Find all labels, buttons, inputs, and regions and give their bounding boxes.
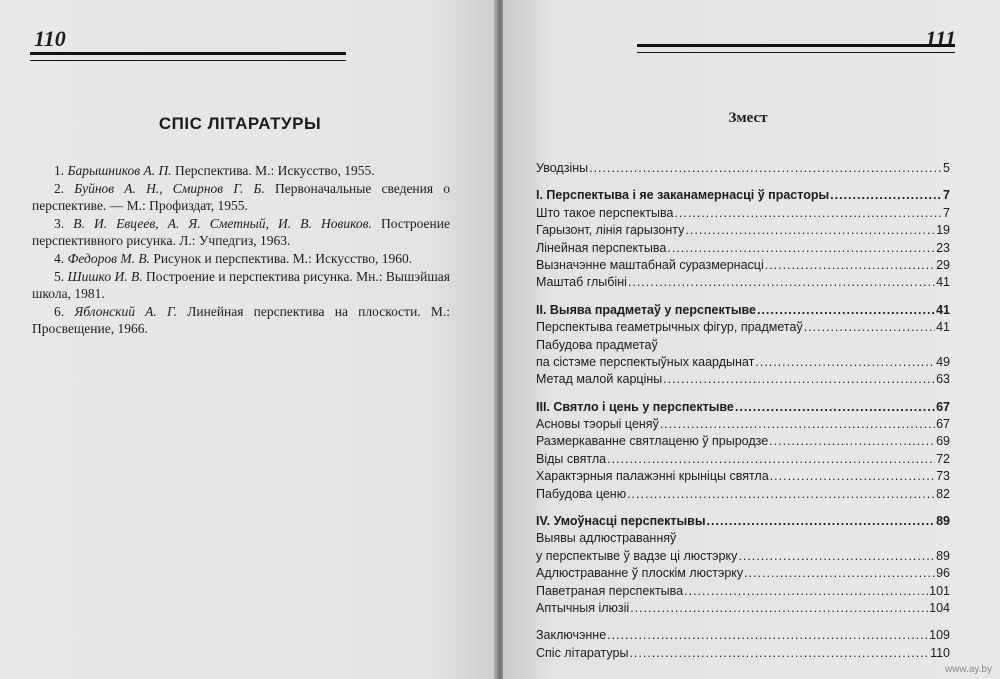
toc-leader-dots [755,354,935,371]
toc-title: Выявы адлюстраванняў [536,531,677,546]
entry-authors: Яблонский А. Г. [74,303,178,319]
toc-row [536,583,950,600]
toc-leader-dots [804,319,935,336]
toc-leader-dots [770,468,935,485]
entry-authors: Шишко И. В. [67,268,143,284]
toc-page-number: 69 [936,434,950,449]
toc-leader-dots [685,222,935,239]
toc-leader-dots [769,433,935,450]
toc-title: Гарызонт, лінія гарызонту [536,223,685,238]
toc-page-number: 41 [936,302,950,317]
toc-row [536,337,950,354]
toc-page-number: 72 [936,451,950,466]
toc-page-number: 96 [936,566,950,581]
toc-row [536,416,950,433]
watermark: www.ay.by [944,664,992,675]
entry-number: 5. [54,268,68,284]
toc-leader-dots [607,451,935,468]
toc-leader-dots [765,257,935,274]
entry-text: Рисунок и перспектива. М.: Искусство, 1960. [149,250,413,266]
toc-row [536,257,950,274]
toc-row [536,205,950,222]
header-rule-thin [30,60,346,61]
entry-text: Первоначальные сведения о перспективе. — М.: Профиздат, 1955. [32,180,451,214]
entry-number: 1. [54,163,68,178]
toc-title: Пабудова ценю [536,486,627,501]
entry-authors: Федоров М. В. [67,250,150,266]
toc-row [536,548,950,565]
toc-row [536,468,950,485]
toc-chapter-row [536,513,950,530]
toc-page-number: 73 [936,469,950,484]
toc-page-number: 19 [936,223,950,238]
bibliography-entry [32,215,450,250]
toc-title: Метад малой карціны [536,372,663,387]
entry-text: Перспектива. М.: Искусство, 1955. [171,163,375,178]
toc-page-number: 67 [936,417,950,432]
toc-row [536,354,950,371]
toc-leader-dots [674,205,942,222]
toc-row [536,530,950,547]
entry-text: Построение и перспектива рисунка. Мн.: Вышэйшая школа, 1981. [32,268,451,302]
bibliography-list [32,162,450,338]
toc-page-number: 110 [930,645,950,660]
toc-page-number: 49 [936,354,950,369]
toc-row [536,240,950,257]
toc-page-number: 89 [936,548,950,563]
toc-row [536,222,950,239]
toc-leader-dots [627,486,935,503]
toc-row [536,433,950,450]
toc-title: ІІ. Выява прадметаў у перспектыве [536,302,756,317]
entry-number: 6. [54,303,75,319]
toc-leader-dots [738,548,935,565]
toc-page-number: 67 [936,399,950,414]
entry-text: Линейная перспектива на плоскости. М.: Просвещение, 1966. [32,303,450,337]
toc-leader-dots [629,645,929,662]
toc-leader-dots [607,627,928,644]
header-rule-thin [637,52,955,53]
toc-title: Заключэнне [536,628,607,643]
entry-authors: Барышников А. П. [67,163,172,178]
toc-section-gap [536,503,950,513]
toc-page-number: 7 [943,188,950,203]
toc-leader-dots [630,600,928,617]
bibliography-entry [32,180,450,215]
toc-title: Што такое перспектыва [536,205,674,220]
toc-page-number: 23 [936,240,950,255]
toc-page-number: 41 [936,275,950,290]
toc-title: па сістэме перспектыўных каардынат [536,354,755,369]
toc-row [536,160,950,177]
toc-page-number: 5 [943,161,950,175]
toc-leader-dots [707,513,936,530]
toc-leader-dots [830,187,942,204]
toc-title: І. Перспектыва і яе заканамернасці ў прасторы [536,188,830,203]
toc-chapter-row [536,399,950,416]
toc-title: Паветраная перспектыва [536,583,684,598]
toc-page-number: 7 [943,205,950,220]
toc-title: Асновы тэорыі ценяў [536,417,659,432]
contents-title: Змест [728,110,768,126]
bibliography-entry [32,250,450,268]
bibliography-title: СПІС ЛІТАРАТУРЫ [158,114,322,133]
entry-authors: Буйнов А. Н., Смирнов Г. Б. [74,180,265,196]
toc-row [536,274,950,291]
toc-title: Размеркаванне святлаценю ў прыродзе [536,434,769,449]
toc-title: Вызначэнне маштабнай суразмернасці [536,257,764,272]
toc-leader-dots [589,160,942,177]
toc-leader-dots [744,565,935,582]
page-number-right: 111 [925,26,956,51]
toc-row [536,565,950,582]
table-of-contents [536,160,950,662]
entry-authors: В. И. Евцеев, А. Я. Сметный, И. В. Новиков. [73,215,372,231]
bibliography-entry [32,162,450,180]
toc-section-gap [536,177,950,187]
toc-row [536,319,950,336]
toc-page-number: 104 [929,600,950,615]
toc-title: Пабудова прадметаў [536,337,658,352]
toc-page-number: 63 [936,372,950,387]
toc-section-gap [536,617,950,627]
toc-title: Характэрныя палажэнні крыніцы святла [536,469,769,484]
toc-title: Аптычныя ілюзіі [536,600,630,615]
toc-page-number: 82 [936,486,950,501]
toc-row [536,371,950,388]
toc-section-gap [536,292,950,302]
toc-title: Маштаб глыбіні [536,275,627,290]
header-rule-thick [30,52,346,55]
toc-leader-dots [735,399,935,416]
toc-title: IV. Умоўнасці перспектывы [536,514,706,529]
toc-leader-dots [684,583,928,600]
page-number-left: 110 [34,26,66,51]
toc-page-number: 41 [936,320,950,335]
bibliography-entry [32,268,450,303]
toc-row [536,645,950,662]
toc-title: Уводзіны [536,161,589,175]
toc-title: Перспектыва геаметрычных фігур, прадметаў [536,320,803,335]
toc-chapter-row [536,187,950,204]
toc-row [536,451,950,468]
left-page [0,0,497,679]
toc-title: Лінейная перспектыва [536,240,667,255]
entry-number: 4. [54,250,68,266]
toc-section-gap [536,389,950,399]
toc-title: у перспектыве ў вадзе ці люстэрку [536,548,738,563]
toc-row [536,627,950,644]
toc-page-number: 89 [936,514,950,529]
toc-leader-dots [660,416,935,433]
toc-page-number: 29 [936,257,950,272]
entry-number: 3. [54,215,74,231]
toc-page-number: 109 [929,628,950,643]
toc-page-number: 101 [929,583,950,598]
toc-leader-dots [757,302,935,319]
entry-number: 2. [54,180,75,196]
header-rule-thick [637,44,955,47]
toc-title: Спіс літаратуры [536,645,629,660]
toc-row [536,600,950,617]
toc-leader-dots [667,240,935,257]
entry-text: Построение перспективного рисунка. Л.: Учпедгиз, 1963. [32,215,450,249]
toc-title: Віды святла [536,451,607,466]
toc-title: ІІІ. Святло і цень у перспектыве [536,399,734,414]
bibliography-entry [32,303,450,338]
toc-leader-dots [663,371,935,388]
toc-chapter-row [536,302,950,319]
toc-leader-dots [628,274,935,291]
toc-row [536,486,950,503]
toc-title: Адлюстраванне ў плоскім люстэрку [536,566,744,581]
